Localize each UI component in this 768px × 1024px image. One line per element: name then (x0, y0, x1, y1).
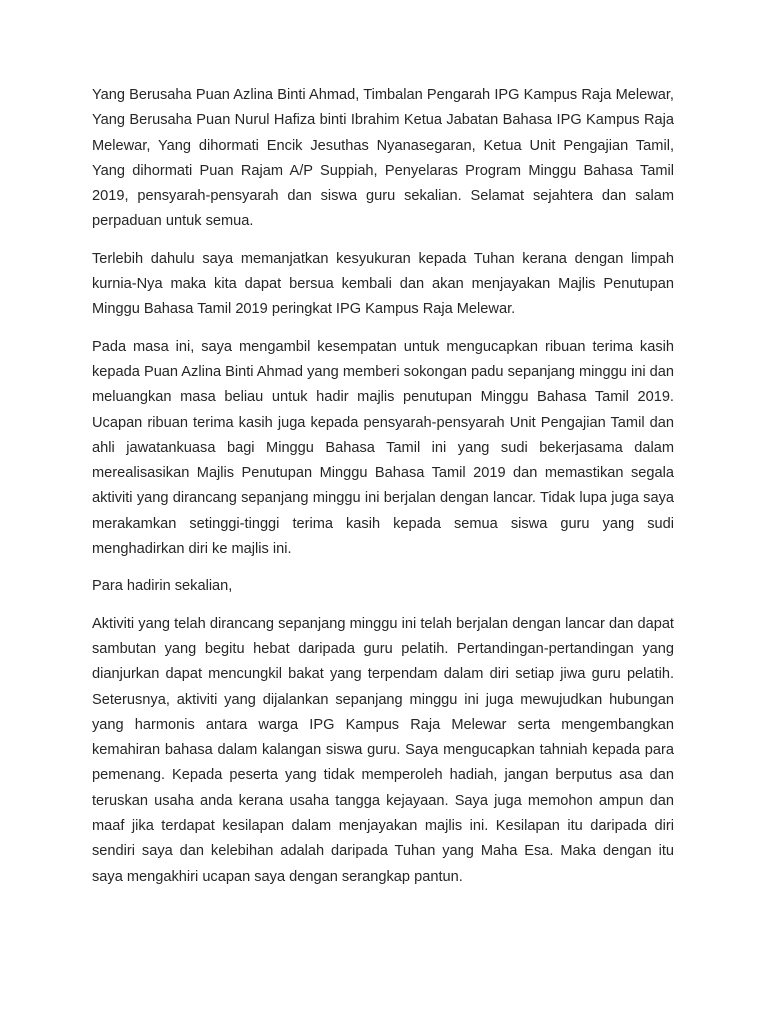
paragraph-closing: Aktiviti yang telah dirancang sepanjang minggu ini telah berjalan dengan lancar dan dapat sambutan yang begitu hebat daripada guru pelatih. Pertandingan-pertandingan yang dianjurkan dapat mencungkil bakat yang terpendam dalam diri setiap jiwa guru pelatih. Seterusnya, aktiviti yang dijalankan sepanjang minggu ini juga mewujudkan hubungan yang harmonis antara warga IPG Kampus Raja Melewar serta mengembangkan kemahiran bahasa dalam kalangan siswa guru. Saya mengucapkan tahniah kepada para pemenang. Kepada peserta yang tidak memperoleh hadiah, jangan berputus asa dan teruskan usaha anda kerana usaha tangga kejayaan. Saya juga memohon ampun dan maaf jika terdapat kesilapan dalam menjayakan majlis ini. Kesilapan itu daripada diri sendiri saya dan kelebihan adalah daripada Tuhan yang Maha Esa. Maka dengan itu saya mengakhiri ucapan saya dengan serangkap pantun. (92, 615, 674, 885)
paragraph-thanks: Pada masa ini, saya mengambil kesempatan untuk mengucapkan ribuan terima kasih kepada Puan Azlina Binti Ahmad yang memberi sokongan padu sepanjang minggu ini dan meluangkan masa beliau untuk hadir majlis penutupan Minggu Bahasa Tamil 2019. Ucapan ribuan terima kasih juga kepada pensyarah-pensyarah Unit Pengajian Tamil dan ahli jawatankuasa bagi Minggu Bahasa Tamil ini yang sudi bekerjasama dalam merealisasikan Majlis Penutupan Minggu Bahasa Tamil 2019 dan memastikan segala aktiviti yang dirancang sepanjang minggu ini berjalan dengan lancar. Tidak lupa juga saya merakamkan setinggi-tinggi terima kasih kepada semua siswa guru yang sudi menghadirkan diri ke majlis ini. (92, 338, 674, 558)
paragraph-audience-greeting: Para hadirin sekalian, (92, 578, 233, 595)
document-page (92, 83, 674, 902)
paragraph-salutation: Yang Berusaha Puan Azlina Binti Ahmad, Timbalan Pengarah IPG Kampus Raja Melewar, Yang Berusaha Puan Nurul Hafiza binti Ibrahim Ketua Jabatan Bahasa IPG Kampus Raja Melewar, Yang dihormati Encik Jesuthas Nyanasegaran, Ketua Unit Pengajian Tamil, Yang dihormati Puan Rajam A/P Suppiah, Penyelaras Program Minggu Bahasa Tamil 2019, pensyarah-pensyarah dan siswa guru sekalian. Selamat sejahtera dan salam perpaduan untuk semua. (92, 87, 674, 230)
paragraph-gratitude: Terlebih dahulu saya memanjatkan kesyukuran kepada Tuhan kerana dengan limpah kurnia-Nya maka kita dapat bersua kembali dan akan menjayakan Majlis Penutupan Minggu Bahasa Tamil 2019 peringkat IPG Kampus Raja Melewar. (92, 250, 674, 318)
